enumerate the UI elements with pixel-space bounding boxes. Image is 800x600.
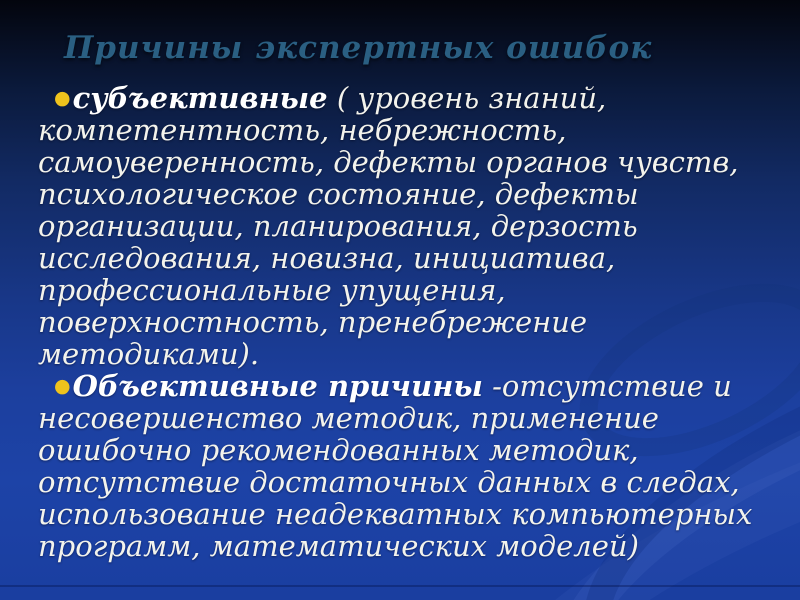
bullet-body-text: ( уровень знаний, компетентность, небрежность, самоуверенность, дефекты органов чувств, психологическое состояние, дефекты организации, планирования, дерзость исследования, новизна, инициатива, профессиональные упущения, поверхностность, пренебрежение методиками). bbox=[38, 81, 739, 371]
bullet-item-subjective bbox=[38, 82, 754, 370]
bullet-icon: ● bbox=[54, 375, 71, 397]
bullet-list bbox=[38, 82, 754, 562]
bullet-body-text: -отсутствие и несовершенство методик, применение ошибочно рекомендованных методик, отсутствие достаточных данных в следах, использование неадекватных компьютерных программ, математических моделей) bbox=[38, 369, 753, 563]
bullet-icon: ● bbox=[54, 87, 71, 109]
bullet-item-objective bbox=[38, 370, 754, 562]
bullet-bold-text: субъективные bbox=[72, 81, 328, 115]
bullet-bold-text: Объективные причины bbox=[72, 369, 483, 403]
slide-title: Причины экспертных ошибок bbox=[64, 30, 653, 66]
bottom-edge-line bbox=[0, 585, 800, 587]
